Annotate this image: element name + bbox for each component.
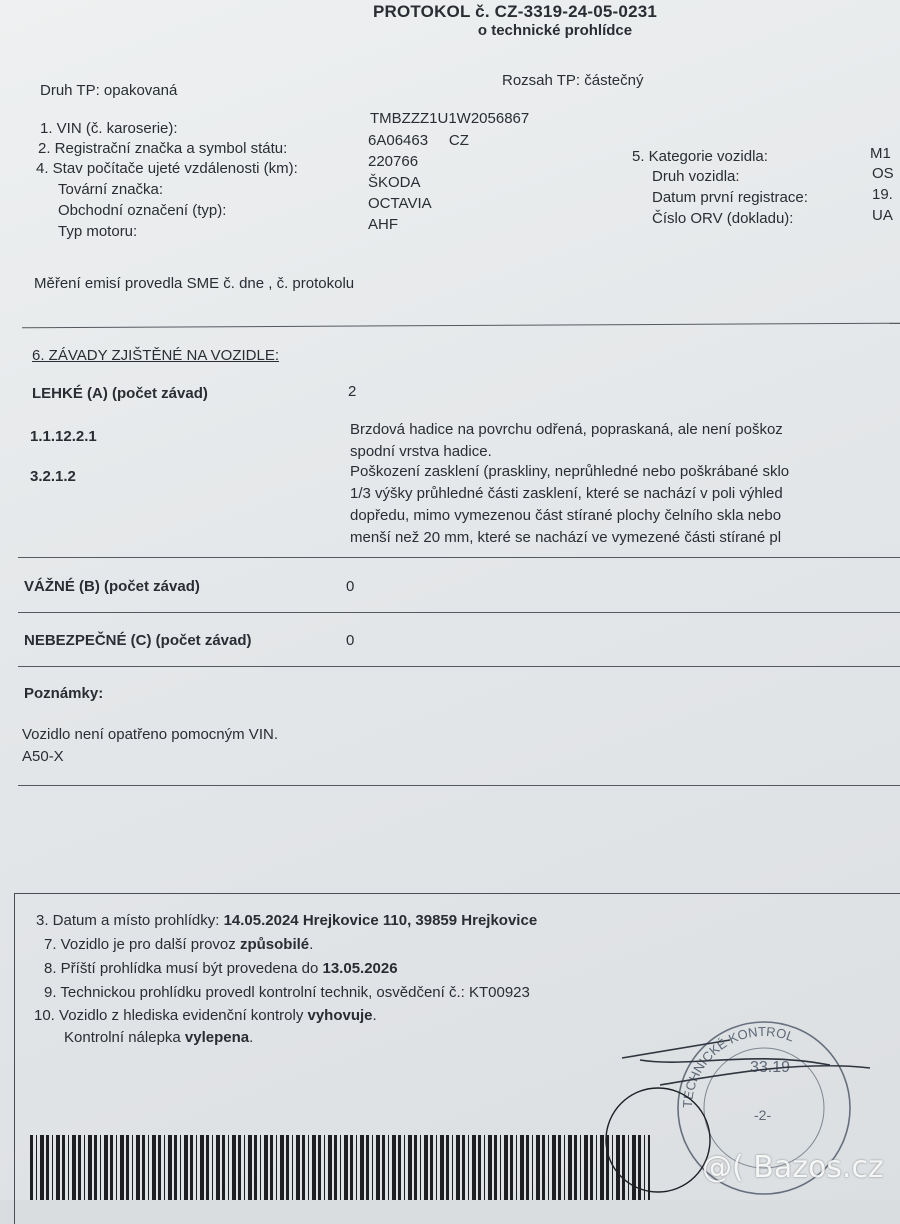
divider bbox=[22, 323, 900, 329]
engine-label: Typ motoru: bbox=[58, 223, 138, 240]
stamp-sub: -2- bbox=[754, 1107, 772, 1123]
make-value: ŠKODA bbox=[368, 174, 421, 191]
summary-next-label: 8. Příští prohlídka musí být provedena do bbox=[44, 960, 319, 977]
summary-registry-line bbox=[34, 1007, 377, 1024]
summary-fitness-line bbox=[44, 936, 313, 953]
watermark: @( Bazos.cz bbox=[702, 1150, 884, 1185]
stamp-number: 33.19 bbox=[750, 1059, 791, 1076]
defect-text-line: dopředu, mimo vymezenou část stírané plochy čelního skla nebo bbox=[350, 507, 782, 524]
inspection-scope: Rozsah TP: částečný bbox=[502, 72, 644, 89]
defect-text-line: spodní vrstva hadice. bbox=[350, 443, 492, 460]
notes-line: A50-X bbox=[22, 748, 64, 765]
summary-next-value: 13.05.2026 bbox=[322, 960, 398, 977]
orv-value: UA bbox=[872, 207, 893, 224]
summary-fitness-period: . bbox=[309, 936, 314, 953]
defects-heading: 6. ZÁVADY ZJIŠTĚNÉ NA VOZIDLE: bbox=[32, 347, 280, 364]
defect-code: 1.1.12.2.1 bbox=[30, 428, 97, 445]
inspection-type: Druh TP: opakovaná bbox=[40, 82, 178, 99]
protocol-subtitle: o technické prohlídce bbox=[477, 22, 633, 39]
model-value: OCTAVIA bbox=[368, 195, 432, 212]
first-registration-label: Datum první registrace: bbox=[652, 189, 808, 206]
summary-sticker-label: Kontrolní nálepka bbox=[64, 1029, 181, 1046]
registration-label: 2. Registrační značka a symbol státu: bbox=[38, 140, 288, 157]
light-defects-count: 2 bbox=[348, 383, 357, 400]
summary-fitness-label: 7. Vozidlo je pro další provoz bbox=[44, 936, 236, 953]
model-label: Obchodní označení (typ): bbox=[58, 202, 227, 219]
summary-date-line bbox=[36, 912, 537, 929]
odometer-label: 4. Stav počítače ujeté vzdálenosti (km): bbox=[36, 160, 298, 177]
dangerous-defects-count: 0 bbox=[346, 632, 355, 649]
vin-label: 1. VIN (č. karoserie): bbox=[40, 120, 178, 137]
summary-technician-line: 9. Technickou prohlídku provedl kontrolní technik, osvědčení č.: KT00923 bbox=[44, 984, 530, 1001]
category-label: 5. Kategorie vozidla: bbox=[632, 148, 768, 165]
vehicle-kind-value: OS bbox=[872, 165, 894, 182]
summary-date-label: 3. Datum a místo prohlídky: bbox=[36, 912, 220, 929]
summary-next-line bbox=[44, 960, 398, 977]
vehicle-kind-label: Druh vozidla: bbox=[652, 168, 740, 185]
light-defects-label: LEHKÉ (A) (počet závad) bbox=[32, 385, 208, 402]
divider bbox=[18, 612, 900, 613]
registration-value: 6A06463 CZ bbox=[368, 132, 469, 149]
summary-date-value: 14.05.2024 Hrejkovice 110, 39859 Hrejkovice bbox=[223, 912, 538, 929]
odometer-value: 220766 bbox=[368, 153, 419, 170]
emissions-line: Měření emisí provedla SME č. dne , č. protokolu bbox=[34, 275, 355, 292]
engine-value: AHF bbox=[368, 216, 398, 233]
protocol-title: PROTOKOL č. CZ-3319-24-05-0231 bbox=[372, 2, 658, 21]
defect-text-line: Poškození zasklení (praskliny, neprůhledné nebo poškrábané sklo bbox=[350, 463, 790, 480]
orv-label: Číslo ORV (dokladu): bbox=[652, 210, 794, 227]
stamp-arc-text: TECHNICKÉ KONTROL bbox=[679, 1023, 797, 1109]
divider bbox=[18, 785, 900, 786]
barcode bbox=[30, 1135, 650, 1200]
category-value: M1 bbox=[870, 145, 891, 162]
summary-sticker-period: . bbox=[249, 1029, 254, 1046]
defect-text-line: Brzdová hadice na povrchu odřená, popraskaná, ale není poškoz bbox=[350, 421, 783, 438]
summary-fitness-value: způsobilé bbox=[239, 936, 310, 953]
summary-sticker-line bbox=[64, 1029, 253, 1046]
defect-code: 3.2.1.2 bbox=[30, 468, 76, 485]
dangerous-defects-label: NEBEZPEČNÉ (C) (počet závad) bbox=[24, 632, 252, 649]
summary-registry-value: vyhovuje bbox=[307, 1007, 373, 1024]
divider bbox=[18, 666, 900, 667]
signature bbox=[622, 1040, 870, 1085]
first-registration-value: 19. bbox=[872, 186, 893, 203]
serious-defects-label: VÁŽNÉ (B) (počet závad) bbox=[24, 578, 200, 595]
defect-text-line: 1/3 výšky průhledné části zasklení, které se nachází v poli výhled bbox=[350, 485, 783, 502]
vin-value: TMBZZZ1U1W2056867 bbox=[370, 110, 530, 127]
serious-defects-count: 0 bbox=[346, 578, 355, 595]
divider bbox=[18, 557, 900, 558]
notes-heading: Poznámky: bbox=[24, 685, 104, 702]
make-label: Tovární značka: bbox=[58, 181, 164, 198]
summary-sticker-value: vylepena bbox=[184, 1029, 250, 1046]
notes-line: Vozidlo není opatřeno pomocným VIN. bbox=[22, 726, 278, 743]
summary-registry-label: 10. Vozidlo z hlediska evidenční kontroly bbox=[34, 1007, 304, 1024]
summary-registry-period: . bbox=[372, 1007, 377, 1024]
defect-text-line: menší než 20 mm, které se nachází ve vymezené části stírané pl bbox=[350, 529, 782, 546]
